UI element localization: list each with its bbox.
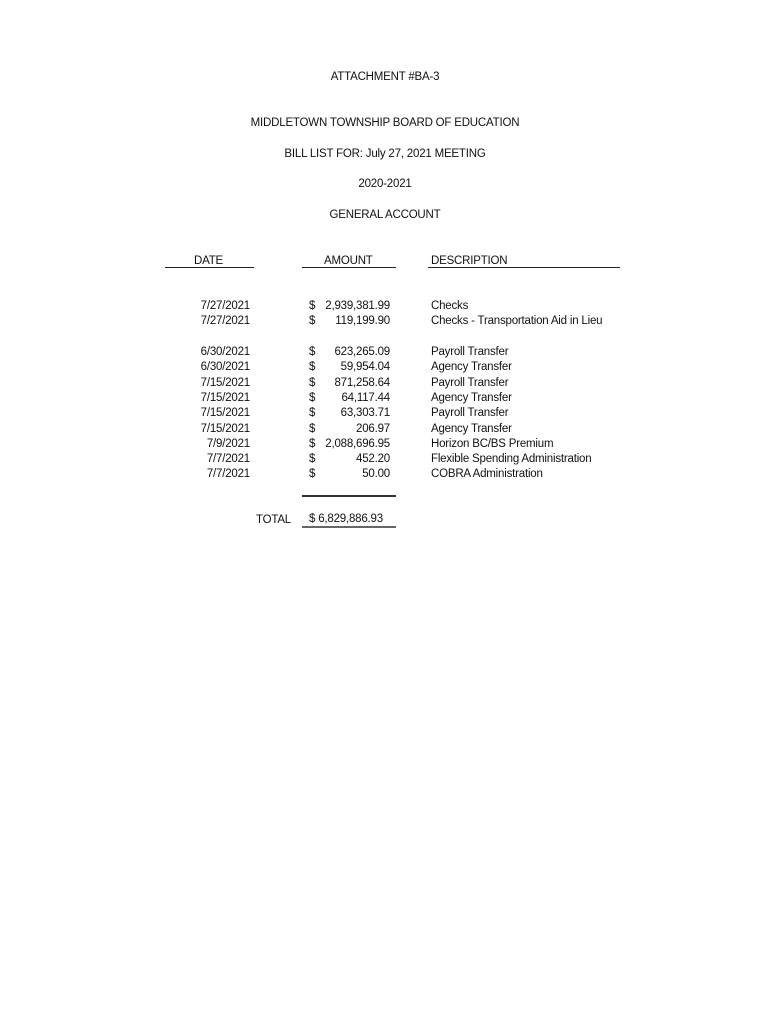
row-currency-symbol: $ (309, 376, 316, 389)
table-row (0, 453, 770, 468)
total-underline-top (302, 526, 396, 528)
row-amount: 2,939,381.99 (325, 300, 390, 312)
row-description: Agency Transfer (431, 361, 512, 374)
row-date: 7/7/2021 (206, 453, 250, 466)
row-description: Payroll Transfer (431, 346, 509, 358)
table-row (0, 300, 770, 315)
row-description: Agency Transfer (431, 391, 512, 404)
row-amount: 119,199.90 (335, 315, 390, 328)
table-row (0, 392, 770, 407)
row-description: Payroll Transfer (431, 407, 509, 420)
row-amount: 59,954.04 (340, 361, 390, 374)
row-amount: 64,117.44 (341, 391, 390, 404)
row-amount: 623,265.09 (334, 346, 390, 358)
table-row (0, 315, 770, 330)
table-row (0, 438, 770, 453)
description-header-rule (428, 267, 620, 268)
subtotal-rule (302, 495, 396, 497)
row-date: 7/27/2021 (200, 300, 250, 312)
total-amount: $ 6,829,886.93 (309, 513, 383, 525)
row-currency-symbol: $ (309, 422, 316, 435)
row-currency-symbol: $ (309, 437, 316, 450)
table-row (0, 468, 770, 483)
row-currency-symbol: $ (309, 361, 316, 374)
row-date: 7/15/2021 (200, 391, 250, 404)
table-row (0, 407, 770, 422)
row-description: Flexible Spending Administration (431, 453, 592, 466)
row-currency-symbol: $ (309, 300, 316, 312)
row-amount: 63,303.71 (340, 407, 390, 420)
table-row (0, 377, 770, 392)
total-label: TOTAL (256, 514, 291, 526)
row-description: Agency Transfer (431, 422, 512, 435)
row-date: 7/9/2021 (206, 437, 250, 450)
fiscal-year: 2020-2021 (358, 178, 412, 190)
row-date: 6/30/2021 (200, 361, 250, 374)
row-amount: 871,258.64 (334, 376, 390, 389)
row-description: COBRA Administration (431, 468, 543, 481)
row-description: Horizon BC/BS Premium (431, 437, 554, 450)
row-amount: 452.20 (356, 453, 390, 466)
column-header-amount: AMOUNT (324, 255, 373, 267)
amount-header-rule (302, 267, 396, 268)
attachment-label: ATTACHMENT #BA-3 (330, 71, 440, 83)
row-date: 7/7/2021 (206, 468, 250, 481)
table-row (0, 423, 770, 438)
column-header-date: DATE (194, 255, 224, 267)
row-date: 7/15/2021 (200, 422, 250, 435)
row-date: 7/15/2021 (200, 407, 250, 420)
row-amount: 50.00 (362, 468, 390, 481)
row-date: 6/30/2021 (200, 346, 250, 358)
row-currency-symbol: $ (309, 407, 316, 420)
row-amount: 2,088,696.95 (325, 437, 390, 450)
row-description: Checks - Transportation Aid in Lieu (431, 315, 603, 328)
account-title: GENERAL ACCOUNT (329, 209, 441, 221)
row-currency-symbol: $ (309, 315, 316, 328)
row-date: 7/27/2021 (200, 315, 250, 328)
column-header-description: DESCRIPTION (431, 255, 508, 267)
row-currency-symbol: $ (309, 391, 316, 404)
bill-list-title: BILL LIST FOR: July 27, 2021 MEETING (284, 148, 486, 160)
row-date: 7/15/2021 (200, 376, 250, 389)
table-row (0, 361, 770, 376)
organization-title: MIDDLETOWN TOWNSHIP BOARD OF EDUCATION (250, 117, 520, 129)
row-currency-symbol: $ (309, 453, 316, 466)
row-amount: 206.97 (356, 422, 390, 435)
row-description: Checks (431, 300, 469, 312)
table-row (0, 346, 770, 361)
row-description: Payroll Transfer (431, 376, 509, 389)
date-header-rule (165, 267, 254, 268)
row-currency-symbol: $ (309, 468, 316, 481)
row-currency-symbol: $ (309, 346, 316, 358)
